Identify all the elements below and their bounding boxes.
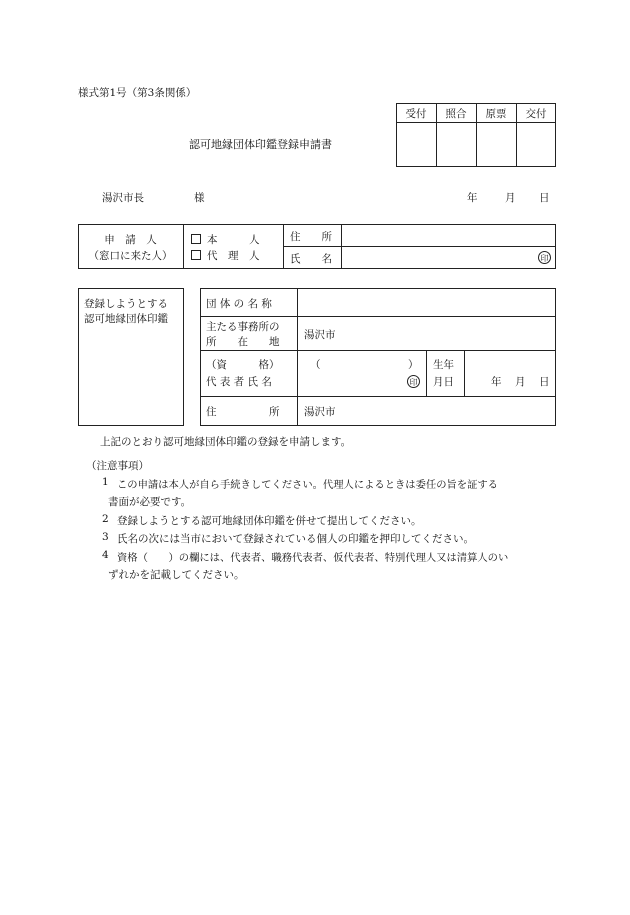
note-number: 1 [102, 476, 109, 488]
registration-side-label: 登録しようとする [84, 298, 168, 310]
note-text: この申請は本人が自ら手続きしてください。代理人によるときは委任の旨を証する [117, 479, 498, 491]
note-text: 資格（ ）の欄には、代表者、職務代表者、仮代表者、特別代理人又は清算人のい [117, 552, 509, 564]
checkbox-proxy[interactable] [191, 248, 260, 263]
application-statement: 上記のとおり認可地縁団体印鑑の登録を申請します。 [100, 436, 352, 448]
seal-mark: 印 [538, 251, 551, 264]
note-text-cont: 書面が必要です。 [108, 496, 192, 508]
birth-day: 日 [539, 376, 550, 388]
rep-name-label: 代 表 者 氏 名 [206, 376, 272, 388]
org-name-field[interactable] [298, 289, 555, 315]
note-text: 登録しようとする認可地縁団体印鑑を併せて提出してください。 [117, 515, 422, 527]
page-title: 認可地縁団体印鑑登録申請書 [189, 138, 332, 151]
checkbox-self[interactable] [191, 232, 260, 247]
option-self-label: 本 人 [207, 234, 260, 246]
applicant-address-field[interactable] [342, 225, 555, 245]
rep-name-field[interactable] [300, 373, 404, 393]
applicant-name-label: 氏 名 [290, 253, 332, 265]
office-label: 主たる事務所の [206, 321, 280, 333]
registration-side-label-sub: 認可地縁団体印鑑 [84, 313, 168, 325]
applicant-label: 申 請 人 [104, 234, 157, 246]
date-day: 日 [539, 192, 550, 204]
office-value: 湯沢市 [304, 329, 336, 341]
birth-label: 生年 [433, 359, 454, 371]
applicant-name-field[interactable] [342, 247, 532, 268]
qualification-field[interactable] [320, 355, 406, 371]
note-number: 3 [102, 531, 109, 543]
note-number: 2 [102, 513, 109, 525]
option-proxy-label: 代 理 人 [207, 250, 260, 262]
stamp-header-original: 原票 [485, 108, 507, 120]
applicant-address-label: 住 所 [290, 231, 332, 243]
org-name-label: 団 体 の 名 称 [206, 298, 272, 310]
qualification-paren-close: ） [408, 359, 419, 371]
birth-year: 年 [491, 376, 502, 388]
note-number: 4 [102, 549, 109, 561]
birth-label-sub: 月日 [433, 376, 454, 388]
rep-address-value: 湯沢市 [304, 406, 336, 418]
rep-address-label: 住 所 [206, 406, 280, 418]
note-text: 氏名の次には当市において登録されている個人の印鑑を押印してください。 [117, 533, 474, 545]
stamp-header-checked: 照合 [445, 108, 467, 120]
addressee-honorific: 様 [194, 192, 205, 204]
qualification-label: （資 格） [206, 359, 280, 371]
addressee-mayor: 湯沢市長 [102, 192, 144, 204]
form-number: 様式第1号（第3条関係） [78, 87, 197, 99]
date-month: 月 [505, 192, 516, 204]
rep-seal-mark: 印 [407, 375, 420, 388]
birth-month: 月 [515, 376, 526, 388]
applicant-label-sub: （窓口に来た人） [88, 250, 173, 262]
note-text-cont: ずれかを記載してください。 [108, 569, 245, 581]
office-label-sub: 所 在 地 [206, 336, 280, 348]
qualification-paren-open: （ [310, 359, 321, 371]
stamp-header-issued: 交付 [525, 108, 547, 120]
stamp-header-received: 受付 [405, 108, 427, 120]
notes-heading: （注意事項） [86, 460, 149, 472]
date-year: 年 [467, 192, 478, 204]
